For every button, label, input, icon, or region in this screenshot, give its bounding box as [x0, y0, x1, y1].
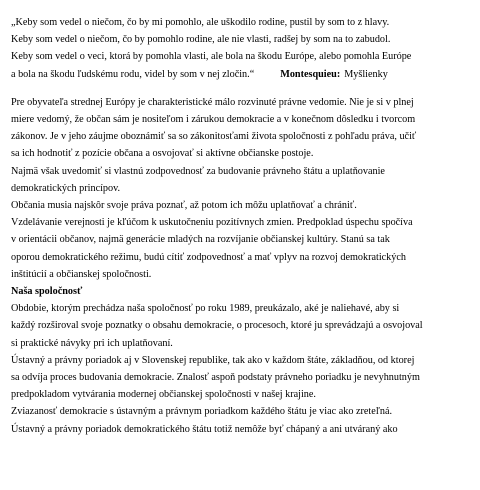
text-line: Obdobie, ktorým prechádza naša spoločnosť po roku 1989, preukázalo, aké je naliehavé, aby si	[11, 303, 400, 315]
quote-work: Myšlienky	[344, 68, 388, 80]
quote-author: Montesquieu:	[280, 68, 341, 80]
paragraph	[11, 214, 480, 283]
text-line: oporou demokratického režimu, budú cítiť zodpovednosť a mať vplyv na rozvoj demokratických	[11, 251, 406, 263]
text-line: Ústavný a právny poriadok demokratického štátu totiž nemôže byť chápaný a ani utváraný ako	[11, 423, 398, 435]
text-line: zákonov. Je v jeho záujme oboznámiť sa so zákonitosťami života spoločnosti z pohľadu práva, učiť	[11, 131, 417, 143]
text-line: sa odvíja proces budovania demokracie. Znalosť aspoň podstaty právneho poriadku je nevyhnutným	[11, 372, 420, 384]
paragraph	[11, 163, 480, 197]
body-text	[11, 94, 480, 438]
text-line: sa ich hodnotiť z pozície občana a osvojovať si aktívne občianske postoje.	[11, 148, 314, 160]
text-line: demokratických princípov.	[11, 182, 121, 194]
text-line: Najmä však uvedomiť si vlastnú zodpovednosť za budovanie právneho štátu a uplatňovanie	[11, 165, 385, 177]
paragraph	[11, 300, 480, 352]
quote-line: Keby som vedel o veci, ktorá by pomohla vlasti, ale bola na škodu Európe, alebo pomohla Európe	[11, 51, 412, 63]
quote-line: „Keby som vedel o niečom, čo by mi pomohlo, ale uškodilo rodine, pustil by som to z hlavy.	[11, 17, 390, 28]
paragraph	[11, 197, 480, 214]
text-line: predpokladom vytvárania modernej občianskej spoločnosti v našej krajine.	[11, 389, 316, 401]
text-line: Občania musia najskôr svoje práva poznať, až potom ich môžu uplatňovať a chrániť.	[11, 200, 357, 212]
paragraph	[11, 352, 480, 404]
text-line: Pre obyvateľa strednej Európy je charakteristické málo rozvinuté právne vedomie. Nie je si v plnej	[11, 96, 414, 108]
quote-line-text: a bola na škodu ľudskému rodu, videl by som v nej zločin.“	[11, 68, 255, 80]
section-heading: Naša spoločnosť	[11, 286, 83, 298]
paragraph	[11, 403, 480, 437]
text-line: Ústavný a právny poriadok aj v Slovenskej republike, tak ako v každom štáte, základňou, od ktorej	[11, 354, 415, 366]
text-line: každý rozširoval svoje poznatky o obsahu demokracie, o procesoch, ktoré ju sprevádzajú a osvojoval	[11, 320, 423, 332]
text-line: inštitúcií a občianskej spoločnosti.	[11, 268, 152, 280]
quote-line	[11, 66, 480, 83]
text-line: v orientácii občanov, najmä generácie mladých na rozvíjanie občianskej kultúry. Stanú sa tak	[11, 234, 390, 246]
text-line: Vzdelávanie verejnosti je kľúčom k uskutočneniu pozitívnych zmien. Predpoklad úspechu spočíva	[11, 217, 413, 229]
epigraph-quote	[11, 14, 480, 83]
text-line: Zviazanosť demokracie s ústavným a právnym poriadkom každého štátu je viac ako zreteľná.	[11, 406, 393, 418]
text-line: si praktické návyky pri ich uplatňovaní.	[11, 337, 173, 349]
paragraph	[11, 94, 480, 163]
quote-line: Keby som vedel o niečom, čo by pomohlo rodine, ale nie vlasti, radšej by som na to zabudol.	[11, 34, 391, 46]
text-line: miere vedomý, že občan sám je nositeľom i zárukou demokracie a v konečnom dôsledku i tvorcom	[11, 114, 416, 126]
